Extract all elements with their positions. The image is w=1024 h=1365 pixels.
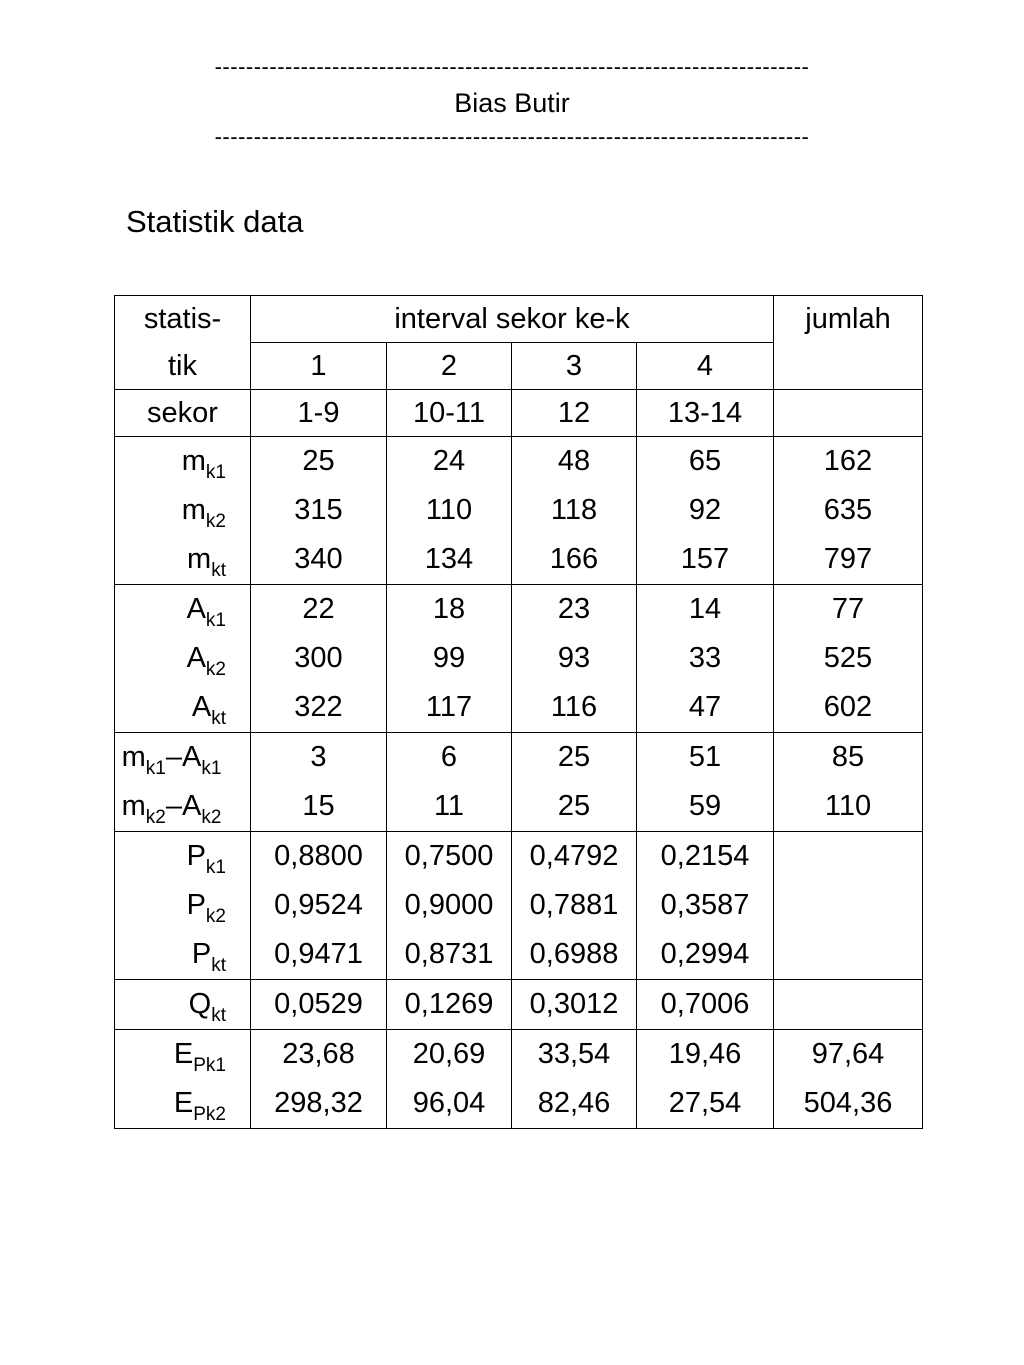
table-row	[115, 585, 923, 635]
label-subscript: k1	[205, 857, 226, 878]
cell-Qkt-total	[774, 980, 923, 1030]
cell-d1-2: 6	[387, 733, 512, 783]
label-subscript: kt	[211, 1005, 226, 1026]
cell-Akt-1: 322	[251, 683, 387, 733]
table-row	[115, 437, 923, 487]
header-row-1	[115, 296, 923, 343]
header-jumlah-empty	[774, 343, 923, 390]
label-base: m	[181, 494, 206, 526]
cell-Qkt-3: 0,3012	[512, 980, 637, 1030]
bottom-dashed-rule: ----------------------------------------------------------------------------	[214, 124, 810, 149]
cell-mk1-4: 65	[637, 437, 774, 487]
cell-Qkt-1: 0,0529	[251, 980, 387, 1030]
cell-Qkt-2: 0,1269	[387, 980, 512, 1030]
label-base: A	[191, 691, 212, 723]
sekor-label: sekor	[115, 390, 251, 437]
cell-Ak1-4: 14	[637, 585, 774, 635]
cell-Ak1-3: 23	[512, 585, 637, 635]
label-mid: –A	[165, 790, 202, 822]
label-subscript: k2	[205, 906, 226, 927]
cell-Ak1-2: 18	[387, 585, 512, 635]
label-subscript: k1	[205, 610, 226, 631]
cell-Pk2-total	[774, 881, 923, 930]
cell-d1-3: 25	[512, 733, 637, 783]
label-subscript: kt	[211, 560, 226, 581]
cell-EPk1-2: 20,69	[387, 1030, 512, 1080]
cell-Pk1-1: 0,8800	[251, 832, 387, 882]
cell-Ak2-2: 99	[387, 634, 512, 683]
cell-Pk1-4: 0,2154	[637, 832, 774, 882]
label-subscript: k1	[201, 758, 222, 779]
header-k-3: 3	[512, 343, 637, 390]
stat-label-Ak2	[115, 634, 251, 683]
stat-label-mk2	[115, 486, 251, 535]
table-row	[115, 535, 923, 585]
header-row-2	[115, 343, 923, 390]
label-subscript: k2	[201, 807, 222, 828]
cell-Qkt-4: 0,7006	[637, 980, 774, 1030]
sekor-total-empty	[774, 390, 923, 437]
header-k-4: 4	[637, 343, 774, 390]
cell-d2-3: 25	[512, 782, 637, 832]
statistics-table	[114, 295, 923, 1129]
cell-Ak2-1: 300	[251, 634, 387, 683]
cell-EPk2-2: 96,04	[387, 1079, 512, 1129]
header-statistik-bottom: tik	[115, 343, 251, 390]
page-title: Bias Butir	[454, 88, 570, 118]
label-base: E	[173, 1087, 194, 1119]
cell-EPk2-4: 27,54	[637, 1079, 774, 1129]
cell-Pk2-4: 0,3587	[637, 881, 774, 930]
stat-label-EPk2	[115, 1079, 251, 1129]
label-base: P	[186, 840, 206, 872]
cell-Ak2-total: 525	[774, 634, 923, 683]
cell-Pkt-total	[774, 930, 923, 980]
cell-mk2-1: 315	[251, 486, 387, 535]
cell-mkt-1: 340	[251, 535, 387, 585]
cell-Ak1-1: 22	[251, 585, 387, 635]
cell-Pkt-2: 0,8731	[387, 930, 512, 980]
cell-d2-1: 15	[251, 782, 387, 832]
stat-label-d2	[115, 782, 251, 832]
cell-mkt-2: 134	[387, 535, 512, 585]
header-jumlah: jumlah	[774, 296, 923, 343]
label-base: E	[173, 1038, 194, 1070]
cell-Akt-4: 47	[637, 683, 774, 733]
cell-Pk1-2: 0,7500	[387, 832, 512, 882]
top-dashed-rule: ----------------------------------------------------------------------------	[214, 54, 810, 79]
label-base: Q	[188, 988, 212, 1020]
stat-label-Qkt	[115, 980, 251, 1030]
table-row	[115, 980, 923, 1030]
stat-label-d1	[115, 733, 251, 783]
stat-label-mk1	[115, 437, 251, 487]
cell-EPk2-total: 504,36	[774, 1079, 923, 1129]
table-row	[115, 683, 923, 733]
header-statistik-top: statis-	[115, 296, 251, 343]
label-subscript: k1	[145, 758, 166, 779]
label-subscript: k2	[205, 659, 226, 680]
cell-Ak2-4: 33	[637, 634, 774, 683]
label-base: m	[187, 543, 212, 575]
cell-d1-1: 3	[251, 733, 387, 783]
cell-mkt-3: 166	[512, 535, 637, 585]
table-row	[115, 486, 923, 535]
cell-mkt-4: 157	[637, 535, 774, 585]
stat-label-mkt	[115, 535, 251, 585]
cell-Ak2-3: 93	[512, 634, 637, 683]
sekor-3: 12	[512, 390, 637, 437]
cell-Ak1-total: 77	[774, 585, 923, 635]
table-row	[115, 782, 923, 832]
table-row	[115, 881, 923, 930]
stat-label-Pk1	[115, 832, 251, 882]
cell-mk1-1: 25	[251, 437, 387, 487]
label-subscript: k2	[205, 511, 226, 532]
cell-Akt-3: 116	[512, 683, 637, 733]
cell-Pk2-3: 0,7881	[512, 881, 637, 930]
cell-Pk1-3: 0,4792	[512, 832, 637, 882]
table-row	[115, 733, 923, 783]
cell-Akt-total: 602	[774, 683, 923, 733]
cell-mk2-2: 110	[387, 486, 512, 535]
cell-Akt-2: 117	[387, 683, 512, 733]
table-row	[115, 1079, 923, 1129]
cell-mk2-3: 118	[512, 486, 637, 535]
cell-EPk1-3: 33,54	[512, 1030, 637, 1080]
sekor-2: 10-11	[387, 390, 512, 437]
sekor-row	[115, 390, 923, 437]
cell-mk2-4: 92	[637, 486, 774, 535]
label-mid: –A	[165, 741, 202, 773]
cell-EPk1-total: 97,64	[774, 1030, 923, 1080]
label-base: m	[121, 741, 146, 773]
table-row	[115, 930, 923, 980]
cell-mk1-2: 24	[387, 437, 512, 487]
cell-d2-total: 110	[774, 782, 923, 832]
cell-Pkt-3: 0,6988	[512, 930, 637, 980]
cell-mk1-3: 48	[512, 437, 637, 487]
cell-d1-total: 85	[774, 733, 923, 783]
label-subscript: Pk1	[193, 1055, 226, 1076]
section-title: Statistik data	[126, 204, 304, 239]
label-base: P	[186, 889, 206, 921]
label-base: P	[191, 938, 212, 970]
header-k-1: 1	[251, 343, 387, 390]
table-row	[115, 634, 923, 683]
label-subscript: k1	[205, 462, 226, 483]
stat-label-Pkt	[115, 930, 251, 980]
header-interval: interval sekor ke-k	[251, 296, 774, 343]
cell-EPk2-3: 82,46	[512, 1079, 637, 1129]
cell-EPk1-1: 23,68	[251, 1030, 387, 1080]
cell-EPk2-1: 298,32	[251, 1079, 387, 1129]
label-subscript: k2	[145, 807, 166, 828]
sekor-1: 1-9	[251, 390, 387, 437]
cell-d1-4: 51	[637, 733, 774, 783]
cell-mk2-total: 635	[774, 486, 923, 535]
cell-mkt-total: 797	[774, 535, 923, 585]
label-subscript: kt	[211, 955, 226, 976]
cell-Pkt-1: 0,9471	[251, 930, 387, 980]
sekor-4: 13-14	[637, 390, 774, 437]
cell-d2-2: 11	[387, 782, 512, 832]
table-row	[115, 832, 923, 882]
stat-label-Akt	[115, 683, 251, 733]
label-subscript: Pk2	[193, 1104, 226, 1125]
stat-label-Pk2	[115, 881, 251, 930]
cell-mk1-total: 162	[774, 437, 923, 487]
table-row	[115, 1030, 923, 1080]
label-base: m	[181, 445, 206, 477]
cell-Pk1-total	[774, 832, 923, 882]
cell-EPk1-4: 19,46	[637, 1030, 774, 1080]
cell-Pk2-2: 0,9000	[387, 881, 512, 930]
cell-Pk2-1: 0,9524	[251, 881, 387, 930]
cell-d2-4: 59	[637, 782, 774, 832]
label-base: A	[186, 642, 206, 674]
stat-label-Ak1	[115, 585, 251, 635]
header-k-2: 2	[387, 343, 512, 390]
cell-Pkt-4: 0,2994	[637, 930, 774, 980]
label-base: A	[186, 593, 206, 625]
label-base: m	[121, 790, 146, 822]
label-subscript: kt	[211, 708, 226, 729]
stat-label-EPk1	[115, 1030, 251, 1080]
